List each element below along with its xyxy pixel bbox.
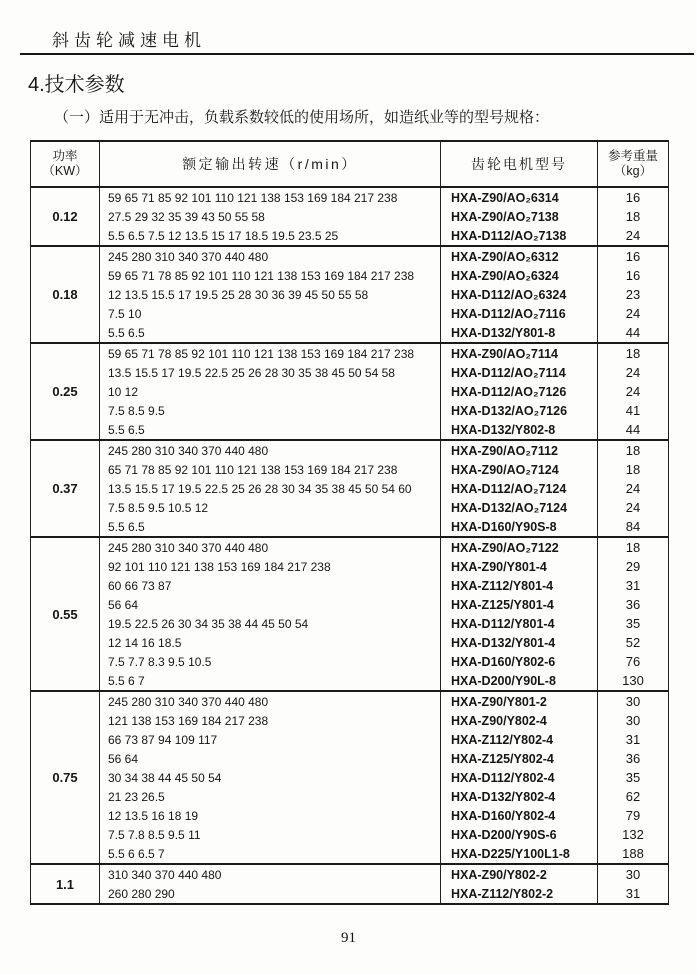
col-header-weight xyxy=(598,142,668,186)
table-row xyxy=(100,304,668,323)
table-row xyxy=(100,884,668,903)
group-rows xyxy=(100,188,668,245)
col-header-power-line2: （KW） xyxy=(42,164,88,178)
model-name: HXA-Z112/Y801-4 xyxy=(441,576,598,595)
speed-list: 13.5 15.5 17 19.5 22.5 25 26 28 30 34 35 38 45 50 54 60 xyxy=(100,479,441,498)
weight-value: 62 xyxy=(625,789,641,804)
speed-list: 5.5 6.5 xyxy=(100,517,441,536)
speed-list: 12 13.5 15.5 17 19.5 25 28 30 36 39 45 50 55 58 xyxy=(100,285,441,304)
table-row xyxy=(100,711,668,730)
table-row xyxy=(100,633,668,652)
speed-list: 5.5 6 6.5 7 xyxy=(100,844,441,863)
weight-value: 16 xyxy=(625,268,641,283)
speed-list: 7.5 8.5 9.5 xyxy=(100,401,441,420)
speed-list: 92 101 110 121 138 153 169 184 217 238 xyxy=(100,557,441,576)
model-name: HXA-D112/Y802-4 xyxy=(441,768,598,787)
table-row xyxy=(100,576,668,595)
table-row xyxy=(100,865,668,884)
speed-list: 66 73 87 94 109 117 xyxy=(100,730,441,749)
page-number: 91 xyxy=(341,930,356,946)
weight-value: 44 xyxy=(625,422,641,437)
table-row xyxy=(100,652,668,671)
speed-list: 245 280 310 340 370 440 480 xyxy=(100,538,441,557)
speed-list: 5.5 6 7 xyxy=(100,671,441,690)
weight-value: 35 xyxy=(625,616,641,631)
model-name: HXA-D112/AO₂6324 xyxy=(441,285,598,304)
model-name: HXA-Z125/Y802-4 xyxy=(441,749,598,768)
table-row xyxy=(100,382,668,401)
speed-list: 245 280 310 340 370 440 480 xyxy=(100,692,441,711)
power-group-055 xyxy=(31,536,668,690)
col-header-weight-line2: （kg） xyxy=(613,164,653,178)
weight-value: 24 xyxy=(625,481,641,496)
weight-value: 41 xyxy=(625,403,641,418)
section-subtitle: （一）适用于无冲击，负载系数较低的使用场所，如造纸业等的型号规格： xyxy=(54,109,550,126)
col-header-speed: 额定输出转速（r/min） xyxy=(100,142,441,186)
table-row xyxy=(100,460,668,479)
weight-value: 23 xyxy=(625,287,641,302)
weight-value: 30 xyxy=(625,713,641,728)
group-rows xyxy=(100,865,668,903)
model-name: HXA-Z90/AO₂7112 xyxy=(441,441,598,460)
model-name: HXA-D132/Y801-8 xyxy=(441,323,598,342)
model-name: HXA-Z112/Y802-2 xyxy=(441,884,598,903)
model-name: HXA-D160/Y802-4 xyxy=(441,806,598,825)
table-row xyxy=(100,595,668,614)
speed-list: 13.5 15.5 17 19.5 22.5 25 26 28 30 35 38 45 50 54 58 xyxy=(100,363,441,382)
model-name: HXA-Z90/AO₂7138 xyxy=(441,207,598,226)
table-row xyxy=(100,692,668,711)
weight-value: 18 xyxy=(625,540,641,555)
power-value: 0.75 xyxy=(31,692,100,863)
power-group-012 xyxy=(31,186,668,245)
table-row xyxy=(100,671,668,690)
weight-value: 44 xyxy=(625,325,641,340)
model-name: HXA-D112/AO₂7116 xyxy=(441,304,598,323)
weight-value: 36 xyxy=(625,597,641,612)
table-row xyxy=(100,323,668,342)
speed-list: 7.5 10 xyxy=(100,304,441,323)
model-name: HXA-Z90/AO₂6324 xyxy=(441,266,598,285)
weight-value: 24 xyxy=(625,365,641,380)
model-name: HXA-D200/Y90S-6 xyxy=(441,825,598,844)
power-value: 1.1 xyxy=(31,865,100,903)
speed-list: 10 12 xyxy=(100,382,441,401)
speed-list: 65 71 78 85 92 101 110 121 138 153 169 184 217 238 xyxy=(100,460,441,479)
weight-value: 79 xyxy=(625,808,641,823)
model-name: HXA-D132/AO₂7124 xyxy=(441,498,598,517)
group-rows xyxy=(100,247,668,342)
speed-list: 5.5 6.5 xyxy=(100,323,441,342)
power-group-025 xyxy=(31,342,668,439)
table-row xyxy=(100,825,668,844)
speed-list: 5.5 6.5 7.5 12 13.5 15 17 18.5 19.5 23.5 25 xyxy=(100,226,441,245)
table-row xyxy=(100,188,668,207)
col-header-power xyxy=(31,142,100,186)
header-rule xyxy=(20,53,694,55)
weight-value: 16 xyxy=(625,190,641,205)
speed-list: 310 340 370 440 480 xyxy=(100,865,441,884)
speed-list: 121 138 153 169 184 217 238 xyxy=(100,711,441,730)
table-row xyxy=(100,207,668,226)
model-name: HXA-D112/AO₂7124 xyxy=(441,479,598,498)
section-title: 4.技术参数 xyxy=(28,74,125,96)
weight-value: 30 xyxy=(625,867,641,882)
table-row xyxy=(100,285,668,304)
col-header-power-line1: 功率 xyxy=(52,149,78,163)
power-value: 0.25 xyxy=(31,344,100,439)
speed-list: 60 66 73 87 xyxy=(100,576,441,595)
table-row xyxy=(100,730,668,749)
weight-value: 18 xyxy=(625,346,641,361)
speed-list: 260 280 290 xyxy=(100,884,441,903)
speed-list: 12 14 16 18.5 xyxy=(100,633,441,652)
weight-value: 132 xyxy=(622,827,644,842)
weight-value: 36 xyxy=(625,751,641,766)
model-name: HXA-D200/Y90L-8 xyxy=(441,671,598,690)
group-rows xyxy=(100,344,668,439)
doc-header-title: 斜齿轮减速电机 xyxy=(52,31,206,50)
table-row xyxy=(100,749,668,768)
model-name: HXA-Z90/Y801-4 xyxy=(441,557,598,576)
table-row xyxy=(100,806,668,825)
weight-value: 24 xyxy=(625,500,641,515)
model-name: HXA-Z90/AO₂7114 xyxy=(441,344,598,363)
model-name: HXA-Z90/Y801-2 xyxy=(441,692,598,711)
speed-list: 27.5 29 32 35 39 43 50 55 58 xyxy=(100,207,441,226)
model-name: HXA-Z90/AO₂7124 xyxy=(441,460,598,479)
weight-value: 84 xyxy=(625,519,641,534)
power-value: 0.37 xyxy=(31,441,100,536)
power-group-037 xyxy=(31,439,668,536)
model-name: HXA-Z90/Y802-2 xyxy=(441,865,598,884)
group-rows xyxy=(100,538,668,690)
power-group-018 xyxy=(31,245,668,342)
weight-value: 30 xyxy=(625,694,641,709)
speed-list: 59 65 71 78 85 92 101 110 121 138 153 169 184 217 238 xyxy=(100,344,441,363)
model-name: HXA-D112/AO₂7126 xyxy=(441,382,598,401)
spec-table xyxy=(30,140,669,905)
speed-list: 59 65 71 78 85 92 101 110 121 138 153 169 184 217 238 xyxy=(100,266,441,285)
speed-list: 59 65 71 85 92 101 110 121 138 153 169 184 217 238 xyxy=(100,188,441,207)
power-value: 0.55 xyxy=(31,538,100,690)
model-name: HXA-D160/Y802-6 xyxy=(441,652,598,671)
table-header-row xyxy=(31,142,668,186)
speed-list: 56 64 xyxy=(100,749,441,768)
weight-value: 18 xyxy=(625,443,641,458)
model-name: HXA-D132/Y801-4 xyxy=(441,633,598,652)
model-name: HXA-D225/Y100L1-8 xyxy=(441,844,598,863)
power-group-075 xyxy=(31,690,668,863)
speed-list: 245 280 310 340 370 440 480 xyxy=(100,247,441,266)
table-row xyxy=(100,226,668,245)
power-value: 0.18 xyxy=(31,247,100,342)
table-row xyxy=(100,768,668,787)
weight-value: 29 xyxy=(625,559,641,574)
speed-list: 12 13.5 16 18 19 xyxy=(100,806,441,825)
table-row xyxy=(100,441,668,460)
table-row xyxy=(100,498,668,517)
weight-value: 18 xyxy=(625,209,641,224)
model-name: HXA-Z90/AO₂7122 xyxy=(441,538,598,557)
table-row xyxy=(100,517,668,536)
weight-value: 52 xyxy=(625,635,641,650)
table-row xyxy=(100,557,668,576)
col-header-model: 齿轮电机型号 xyxy=(441,142,598,186)
weight-value: 18 xyxy=(625,462,641,477)
table-row xyxy=(100,844,668,863)
group-rows xyxy=(100,441,668,536)
speed-list: 7.5 7.8 8.5 9.5 11 xyxy=(100,825,441,844)
model-name: HXA-Z90/Y802-4 xyxy=(441,711,598,730)
power-value: 0.12 xyxy=(31,188,100,245)
speed-list: 30 34 38 44 45 50 54 xyxy=(100,768,441,787)
speed-list: 7.5 8.5 9.5 10.5 12 xyxy=(100,498,441,517)
model-name: HXA-D132/AO₂7126 xyxy=(441,401,598,420)
weight-value: 76 xyxy=(625,654,641,669)
group-rows xyxy=(100,692,668,863)
weight-value: 188 xyxy=(622,846,644,861)
col-header-weight-line1: 参考重量 xyxy=(607,149,658,163)
weight-value: 31 xyxy=(625,732,641,747)
model-name: HXA-D132/Y802-4 xyxy=(441,787,598,806)
table-row xyxy=(100,614,668,633)
weight-value: 24 xyxy=(625,306,641,321)
table-row xyxy=(100,247,668,266)
model-name: HXA-Z90/AO₂6314 xyxy=(441,188,598,207)
speed-list: 56 64 xyxy=(100,595,441,614)
speed-list: 7.5 7.7 8.3 9.5 10.5 xyxy=(100,652,441,671)
speed-list: 245 280 310 340 370 440 480 xyxy=(100,441,441,460)
model-name: HXA-Z125/Y801-4 xyxy=(441,595,598,614)
table-row xyxy=(100,344,668,363)
table-row xyxy=(100,479,668,498)
model-name: HXA-D132/Y802-8 xyxy=(441,420,598,439)
weight-value: 31 xyxy=(625,578,641,593)
table-row xyxy=(100,401,668,420)
model-name: HXA-D112/Y801-4 xyxy=(441,614,598,633)
table-row xyxy=(100,420,668,439)
model-name: HXA-Z112/Y802-4 xyxy=(441,730,598,749)
weight-value: 16 xyxy=(625,249,641,264)
weight-value: 24 xyxy=(625,384,641,399)
weight-value: 130 xyxy=(622,673,644,688)
power-group-11 xyxy=(31,863,668,903)
model-name: HXA-D112/AO₂7138 xyxy=(441,226,598,245)
speed-list: 19.5 22.5 26 30 34 35 38 44 45 50 54 xyxy=(100,614,441,633)
speed-list: 5.5 6.5 xyxy=(100,420,441,439)
model-name: HXA-D112/AO₂7114 xyxy=(441,363,598,382)
model-name: HXA-D160/Y90S-8 xyxy=(441,517,598,536)
weight-value: 35 xyxy=(625,770,641,785)
weight-value: 31 xyxy=(625,886,641,901)
table-row xyxy=(100,266,668,285)
weight-value: 24 xyxy=(625,228,641,243)
table-row xyxy=(100,787,668,806)
speed-list: 21 23 26.5 xyxy=(100,787,441,806)
table-row xyxy=(100,363,668,382)
table-row xyxy=(100,538,668,557)
model-name: HXA-Z90/AO₂6312 xyxy=(441,247,598,266)
